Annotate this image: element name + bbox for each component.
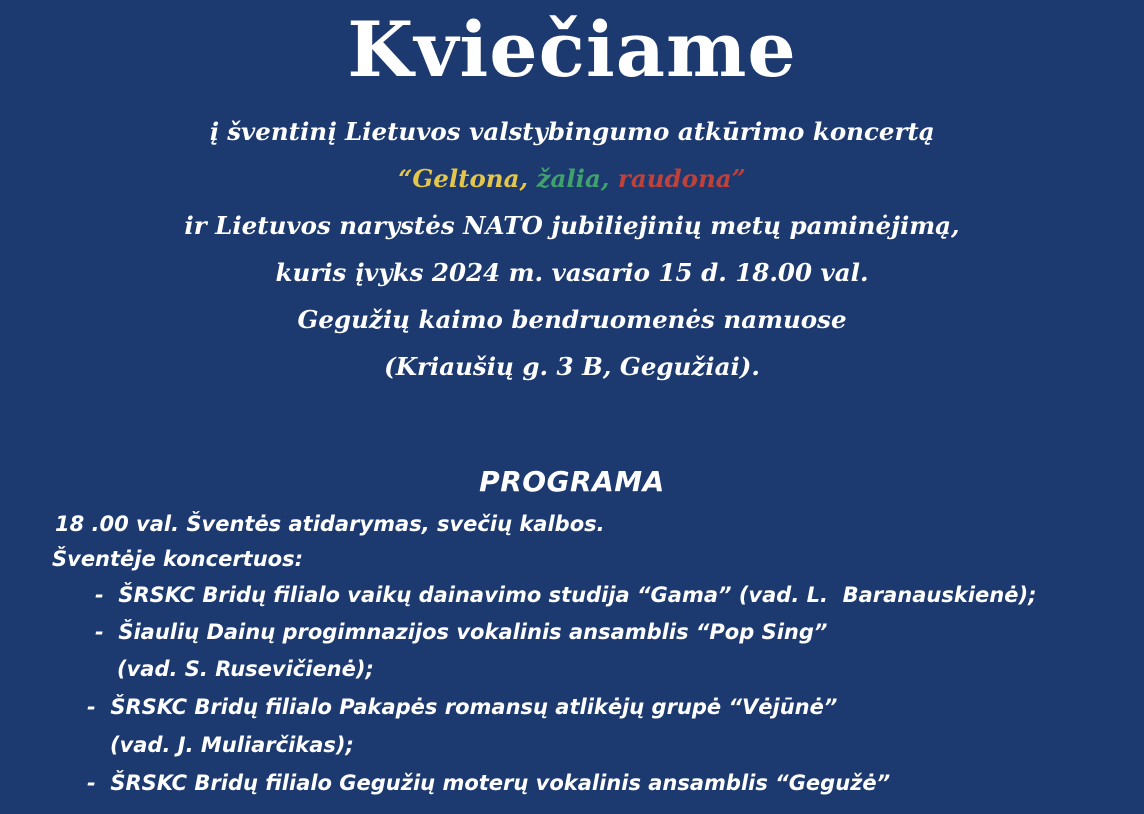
invitation-text <box>0 108 1144 391</box>
invitation-line-concert: į šventinį Lietuvos valstybingumo atkūrimo koncertą <box>209 117 935 146</box>
close-quote: ” <box>731 164 746 193</box>
program-item-opening: 18 .00 val. Šventės atidarymas, svečių kalbos. <box>55 512 605 536</box>
event-address: (Kriaušių g. 3 B, Gegužiai). <box>384 352 760 381</box>
program-item-gama: - ŠRSKC Bridų filialo vaikų dainavimo studija “Gama” (vad. L. Baranauskienė); <box>95 583 1037 607</box>
invitation-line-nato: ir Lietuvos narystės NATO jubiliejinių metų paminėjimą, <box>184 211 960 240</box>
program-item-pop-sing-director: (vad. S. Rusevičienė); <box>117 657 374 681</box>
program-item-vejune-director: (vad. J. Muliarčikas); <box>110 733 354 757</box>
event-venue: Gegužių kaimo bendruomenės namuose <box>297 305 847 334</box>
concert-name-green: žalia, <box>536 164 610 193</box>
concert-name-yellow: Geltona, <box>412 164 529 193</box>
concert-name-red: raudona <box>617 164 732 193</box>
program-item-pop-sing: - Šiaulių Dainų progimnazijos vokalinis ansamblis “Pop Sing” <box>95 620 828 644</box>
program-item-vejune: - ŠRSKC Bridų filialo Pakapės romansų atlikėjų grupė “Vėjūnė” <box>87 695 838 719</box>
event-date-time: kuris įvyks 2024 m. vasario 15 d. 18.00 val. <box>275 258 869 287</box>
concert-name <box>0 155 1144 202</box>
program-heading: PROGRAMA <box>479 465 665 498</box>
page-title: Kviečiame <box>347 5 797 94</box>
program-performers-intro: Šventėje koncertuos: <box>52 547 303 571</box>
program-item-geguze: - ŠRSKC Bridų filialo Gegužių moterų vokalinis ansamblis “Gegužė” <box>87 771 891 795</box>
open-quote: “ <box>398 164 413 193</box>
